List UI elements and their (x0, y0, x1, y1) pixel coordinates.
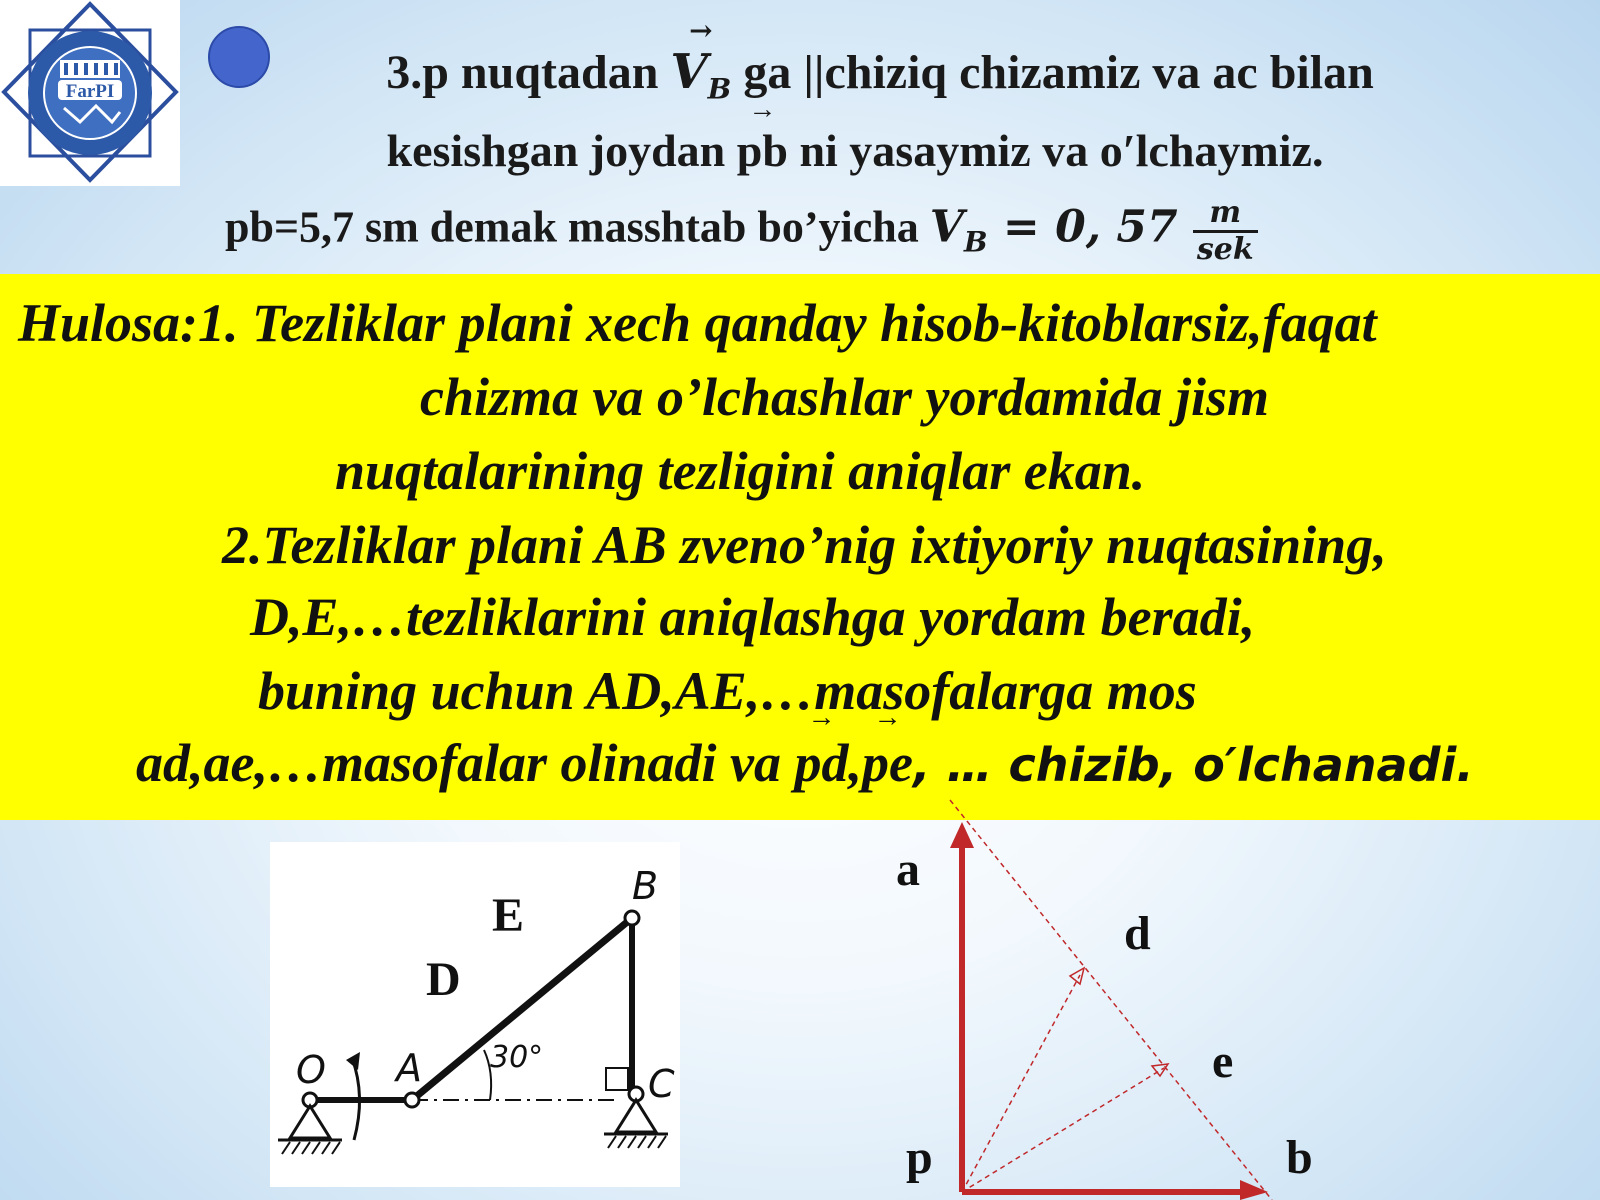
vector-pe: → pe (862, 732, 913, 794)
velocity-plan (950, 800, 1272, 1200)
conclusion-line-6: buning uchun AD,AE,…masofalarga mos (258, 661, 1197, 721)
vector-pd: → pd (795, 732, 849, 794)
mechanism-diagram (278, 911, 668, 1154)
joint-b (625, 911, 639, 925)
velocity-unit-fraction: $\frac{m}{\text{sek}}$ (1193, 196, 1258, 267)
label-e: E (492, 889, 525, 942)
vector-pb: → pb (737, 124, 788, 177)
vector-vb: → $V_B$ (670, 44, 731, 106)
arrowhead-a (950, 822, 974, 848)
logo-text: FarPI (65, 81, 115, 102)
support-o (290, 1106, 330, 1138)
conclusion-line-5: D,E,…tezliklarini aniqlashga yordam beradi, (250, 587, 1256, 647)
conclusion-line-4: 2.Tezliklar plani AB zveno’nig ixtiyoriy nuqtasining, (222, 515, 1387, 575)
label-plan-p: p (906, 1131, 933, 1184)
label-plan-a: a (896, 843, 920, 896)
label-c: C (648, 1062, 675, 1106)
label-plan-b: b (1286, 1131, 1313, 1184)
label-a: A (396, 1046, 422, 1090)
label-plan-d: d (1124, 907, 1151, 960)
vector-pd-dashed (962, 975, 1080, 1192)
arrowhead-b (1240, 1180, 1268, 1200)
line-ab-dashed (950, 800, 1272, 1200)
heading-line-3: pb=5,7 sm demak masshtab bo’yicha $V_B = 0$, 57 $\frac{m}{\text{sek}}$ (225, 196, 1258, 267)
conclusion-line-2: chizma va o’lchashlar yordamida jism (420, 367, 1270, 427)
label-angle: 30° (490, 1040, 544, 1075)
label-d: D (426, 953, 461, 1006)
heading-line-1: 3.p nuqtadan → $V_B$ ga ||chiziq chizamiz va ac bilan (0, 44, 1600, 106)
right-angle-mark (606, 1068, 628, 1090)
joint-a (405, 1093, 419, 1107)
conclusion-line-1: Hulosa:1. Tezliklar plani xech qanday hisob-kitoblarsiz,faqat (18, 293, 1377, 353)
conclusion-line-3: nuqtalarining tezligini aniqlar ekan. (335, 441, 1146, 501)
heading-line-2: kesishgan joydan → pb ni yasaymiz va o′lchaymiz. (0, 124, 1600, 177)
label-plan-e: e (1212, 1035, 1234, 1088)
label-o: O (296, 1048, 326, 1092)
conclusion-line-7: ad,ae,…masofalar olinadi va → pd,→ pe, … chizib, o′lchanadi. (136, 732, 1474, 794)
vector-pe-dashed (962, 1068, 1164, 1192)
label-b: B (632, 864, 659, 908)
